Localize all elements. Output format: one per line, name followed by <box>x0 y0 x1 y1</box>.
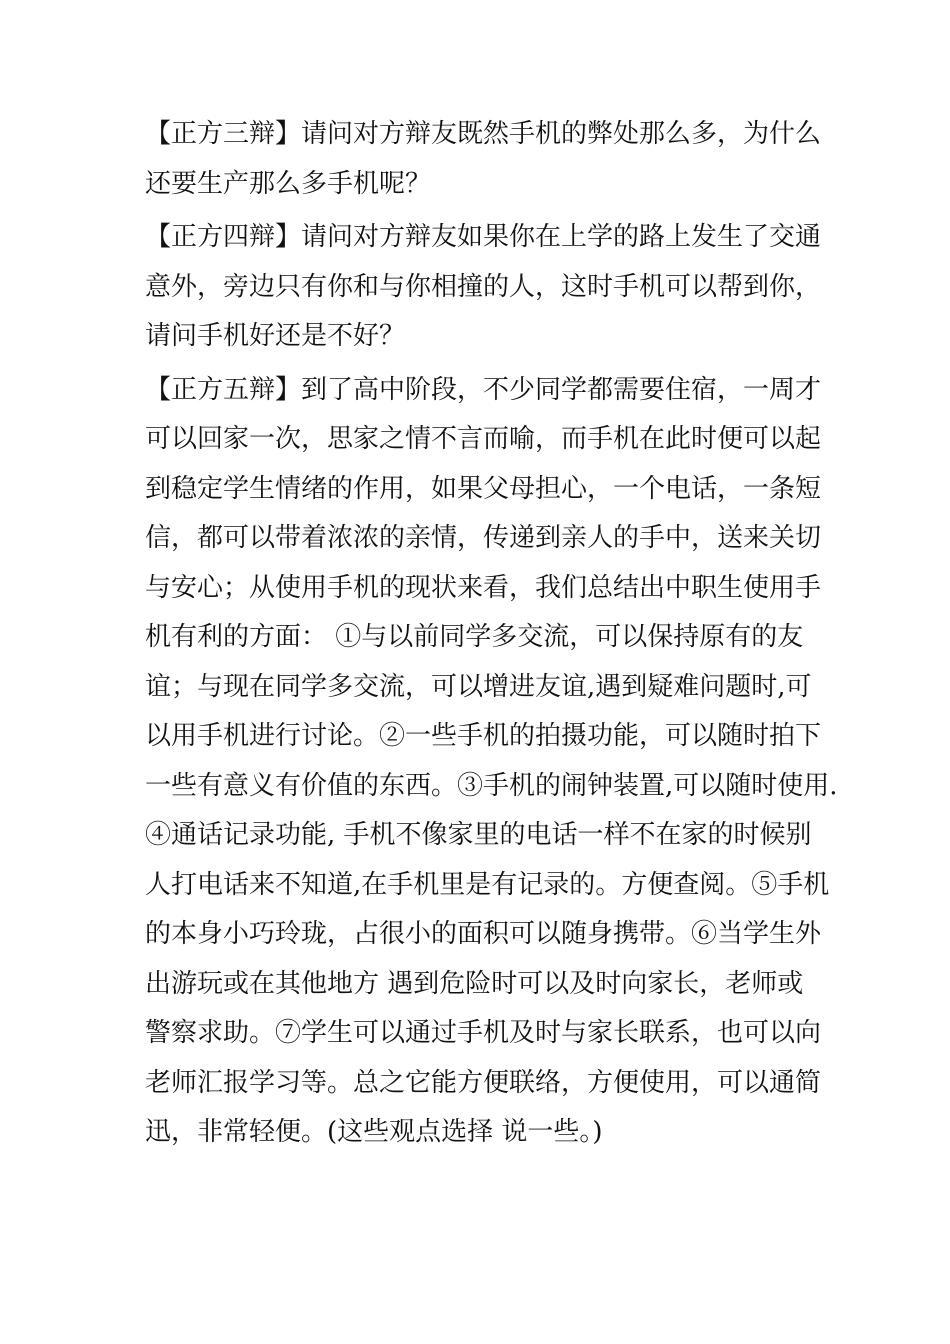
text-line: 【正方三辩】请问对方辩友既然手机的弊处那么多，为什么 <box>145 119 822 149</box>
text-line: 请问手机好还是不好？ <box>145 321 406 351</box>
text-line: 以用手机进行讨论。②一些手机的拍摄功能，可以随时拍下 <box>145 721 822 751</box>
text-line: 到稳定学生情绪的作用，如果父母担心，一个电话，一条短 <box>145 473 822 504</box>
document-body <box>145 110 838 1158</box>
text-line: 信，都可以带着浓浓的亲情，传递到亲人的手中，送来关切 <box>145 523 822 553</box>
text-line: 还要生产那么多手机呢？ <box>145 168 432 199</box>
text-line: 【正方四辩】请问对方辩友如果你在上学的路上发生了交通 <box>145 222 822 252</box>
text-line: ④通话记录功能, 手机不像家里的电话一样不在家的时候别 <box>145 820 812 850</box>
paragraph-third-debater <box>145 110 825 209</box>
text-line: 迅，非常轻便。(这些观点选择 说一些。) <box>145 1117 603 1147</box>
text-line: 意外，旁边只有你和与你相撞的人，这时手机可以帮到你， <box>145 271 822 302</box>
text-line: 一些有意义有价值的东西。③手机的闹钟装置,可以随时使用. <box>145 770 838 801</box>
text-line: 【正方五辩】到了高中阶段，不少同学都需要住宿，一周才 <box>145 374 822 405</box>
text-line: 机有利的方面： ①与以前同学多交流，可以保持原有的友 <box>145 622 804 652</box>
text-line: 出游玩或在其他地方 遇到危险时可以及时向家长，老师或 <box>145 968 804 999</box>
text-line: 人打电话来不知道,在手机里是有记录的。方便查阅。⑤手机 <box>145 869 830 900</box>
text-line: 谊；与现在同学多交流，可以增进友谊,遇到疑难问题时,可 <box>145 671 812 702</box>
paragraph-fourth-debater <box>145 213 825 362</box>
text-line: 可以回家一次，思家之情不言而喻，而手机在此时便可以起 <box>145 424 822 454</box>
text-line: 的本身小巧玲珑，占很小的面积可以随身携带。⑥当学生外 <box>145 919 822 949</box>
text-line: 老师汇报学习等。总之它能方便联络，方便使用，可以通简 <box>145 1067 822 1098</box>
text-line: 警察求助。⑦学生可以通过手机及时与家长联系，也可以向 <box>145 1018 822 1048</box>
text-line: 与安心；从使用手机的现状来看，我们总结出中职生使用手 <box>145 572 822 603</box>
paragraph-fifth-debater <box>145 366 838 1158</box>
